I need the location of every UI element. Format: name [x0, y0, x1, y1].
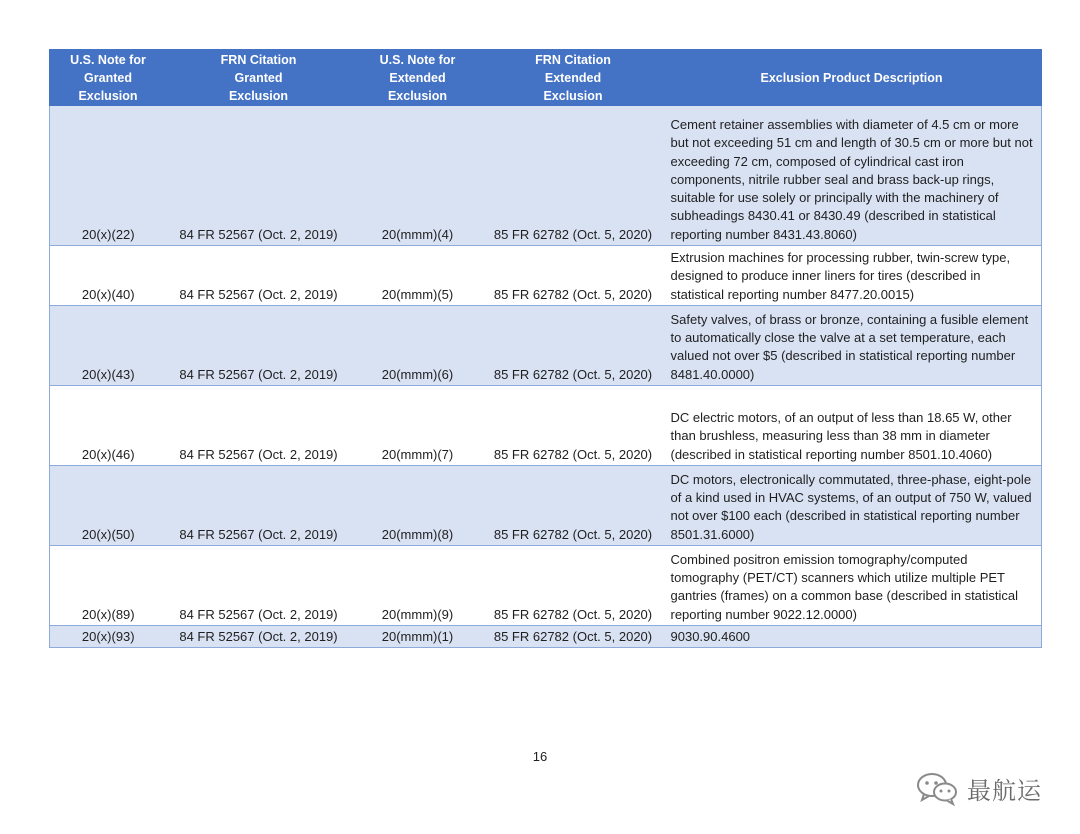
note-cell: 20(x)(93) — [50, 626, 167, 648]
table-body — [50, 106, 1042, 648]
table-row — [50, 386, 1042, 466]
note-extended-cell: 20(mmm)(9) — [351, 546, 485, 626]
note-cell: 20(x)(43) — [50, 306, 167, 386]
watermark — [915, 768, 1042, 808]
note-cell: 20(x)(46) — [50, 386, 167, 466]
frn-extended-cell: 85 FR 62782 (Oct. 5, 2020) — [485, 466, 662, 546]
table-row — [50, 246, 1042, 306]
exclusion-table — [49, 49, 1042, 648]
header-us-note-granted: U.S. Note for Granted Exclusion — [50, 50, 167, 106]
frn-extended-cell: 85 FR 62782 (Oct. 5, 2020) — [485, 106, 662, 246]
wechat-icon — [915, 770, 959, 806]
frn-extended-cell: 85 FR 62782 (Oct. 5, 2020) — [485, 626, 662, 648]
header-us-note-extended: U.S. Note for Extended Exclusion — [351, 50, 485, 106]
note-cell: 20(x)(89) — [50, 546, 167, 626]
description-cell: 9030.90.4600 — [662, 626, 1042, 648]
description-cell: Cement retainer assemblies with diameter of 4.5 cm or more but not exceeding 51 cm and length of 30.5 cm or more but not exceeding 72 cm, composed of cylindrical cast iron components, nitrile rubber seal and brass back-up rings, suitable for use solely or principally with the machinery of subheadings 8430.41 or 8430.49 (described in statistical reporting number 8431.43.8060) — [662, 106, 1042, 246]
description-cell: Extrusion machines for processing rubber, twin-screw type, designed to produce inner liners for tires (described in statistical reporting number 8477.20.0015) — [662, 246, 1042, 306]
description-cell: DC motors, electronically commutated, three-phase, eight-pole of a kind used in HVAC systems, of an output of 750 W, valued not over $100 each (described in statistical reporting number 8501.31.6000) — [662, 466, 1042, 546]
table-row — [50, 546, 1042, 626]
table-row — [50, 626, 1042, 648]
frn-granted-cell: 84 FR 52567 (Oct. 2, 2019) — [167, 386, 351, 466]
frn-granted-cell: 84 FR 52567 (Oct. 2, 2019) — [167, 466, 351, 546]
note-extended-cell: 20(mmm)(5) — [351, 246, 485, 306]
table-row — [50, 466, 1042, 546]
frn-extended-cell: 85 FR 62782 (Oct. 5, 2020) — [485, 306, 662, 386]
frn-granted-cell: 84 FR 52567 (Oct. 2, 2019) — [167, 306, 351, 386]
note-extended-cell: 20(mmm)(4) — [351, 106, 485, 246]
table-row — [50, 106, 1042, 246]
watermark-text: 最航运 — [967, 776, 1042, 805]
note-cell: 20(x)(50) — [50, 466, 167, 546]
note-extended-cell: 20(mmm)(8) — [351, 466, 485, 546]
table-header-row — [50, 50, 1042, 106]
page-number: 16 — [532, 749, 548, 764]
note-extended-cell: 20(mmm)(6) — [351, 306, 485, 386]
frn-extended-cell: 85 FR 62782 (Oct. 5, 2020) — [485, 386, 662, 466]
frn-granted-cell: 84 FR 52567 (Oct. 2, 2019) — [167, 106, 351, 246]
header-frn-extended: FRN Citation Extended Exclusion — [485, 50, 662, 106]
frn-granted-cell: 84 FR 52567 (Oct. 2, 2019) — [167, 626, 351, 648]
note-extended-cell: 20(mmm)(1) — [351, 626, 485, 648]
frn-granted-cell: 84 FR 52567 (Oct. 2, 2019) — [167, 546, 351, 626]
frn-granted-cell: 84 FR 52567 (Oct. 2, 2019) — [167, 246, 351, 306]
header-frn-granted: FRN Citation Granted Exclusion — [167, 50, 351, 106]
table-row — [50, 306, 1042, 386]
frn-extended-cell: 85 FR 62782 (Oct. 5, 2020) — [485, 246, 662, 306]
note-extended-cell: 20(mmm)(7) — [351, 386, 485, 466]
description-cell: Combined positron emission tomography/computed tomography (PET/CT) scanners which utilize multiple PET gantries (frames) on a common base (described in statistical reporting number 9022.12.0000) — [662, 546, 1042, 626]
description-cell: Safety valves, of brass or bronze, containing a fusible element to automatically close the valve at a set temperature, each valued not over $5 (described in statistical reporting number 8481.40.0000) — [662, 306, 1042, 386]
frn-extended-cell: 85 FR 62782 (Oct. 5, 2020) — [485, 546, 662, 626]
header-description: Exclusion Product Description — [662, 50, 1042, 106]
description-cell: DC electric motors, of an output of less than 18.65 W, other than brushless, measuring less than 38 mm in diameter (described in statistical reporting number 8501.10.4060) — [662, 386, 1042, 466]
note-cell: 20(x)(40) — [50, 246, 167, 306]
note-cell: 20(x)(22) — [50, 106, 167, 246]
